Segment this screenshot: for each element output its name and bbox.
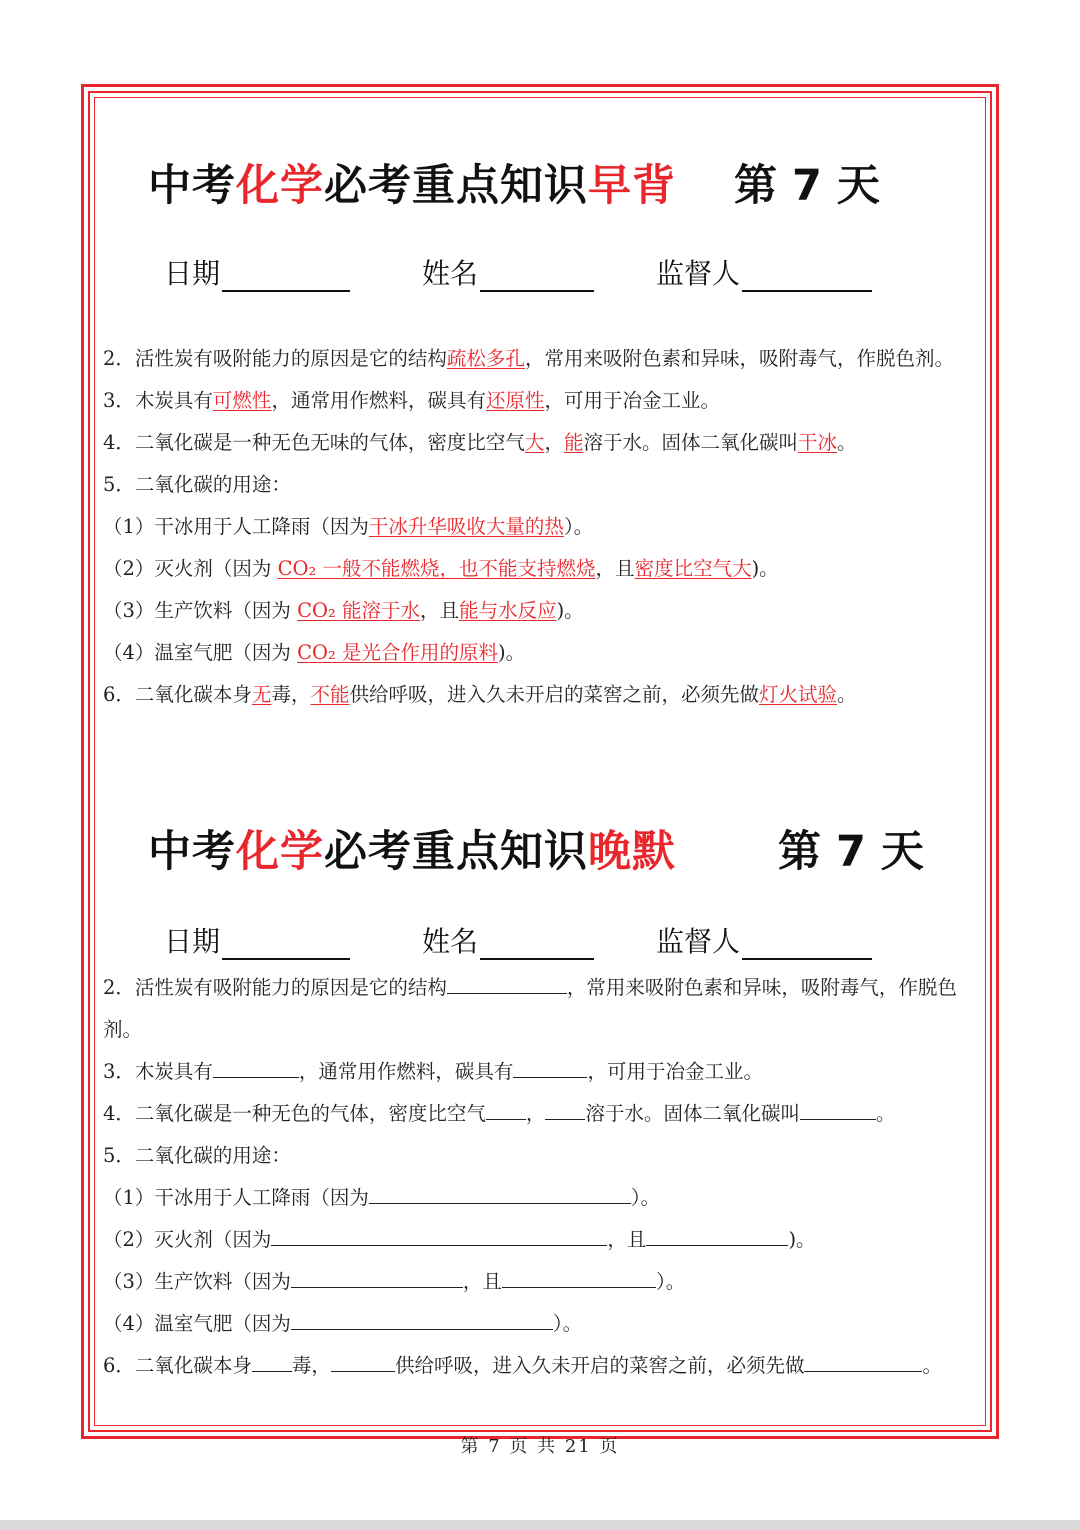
evening-title: 中考化学必考重点知识晚默: [148, 827, 676, 877]
m-q3: 3．木炭具有可燃性，通常用作燃料，碳具有还原性，可用于冶金工业。: [103, 389, 720, 412]
date-field[interactable]: 日期: [164, 252, 350, 292]
m-q4: 4．二氧化碳是一种无色无味的气体，密度比空气大，能溶于水。固体二氧化碳叫干冰。: [103, 431, 857, 454]
name-blank[interactable]: [480, 932, 594, 960]
blank[interactable]: [213, 1057, 299, 1078]
blank[interactable]: [502, 1267, 656, 1288]
blank[interactable]: [646, 1225, 788, 1246]
blank[interactable]: [447, 973, 567, 994]
blank[interactable]: [291, 1309, 553, 1330]
blank[interactable]: [800, 1099, 876, 1120]
name-field[interactable]: 姓名: [422, 252, 594, 292]
m-q2: 2．活性炭有吸附能力的原因是它的结构疏松多孔，常用来吸附色素和异味，吸附毒气，作脱色剂。: [103, 347, 954, 370]
bottom-bar: [0, 1520, 1080, 1530]
name-blank[interactable]: [480, 264, 594, 292]
m-u2: （2）灭火剂（因为 CO₂ 一般不能燃烧，也不能支持燃烧，且密度比空气大)。: [103, 557, 779, 580]
supervisor-field[interactable]: 监督人: [656, 920, 872, 960]
m-u1: （1）干冰用于人工降雨（因为干冰升华吸收大量的热）。: [103, 515, 594, 538]
m-u4: （4）温室气肥（因为 CO₂ 是光合作用的原料)。: [103, 641, 526, 664]
e-q4: 4．二氧化碳是一种无色的气体，密度比空气 ， 溶于水。固体二氧化碳叫 。: [103, 1093, 983, 1135]
e-q5: 5．二氧化碳的用途：: [103, 1144, 291, 1167]
blank[interactable]: [804, 1351, 922, 1372]
blank[interactable]: [252, 1351, 292, 1372]
supervisor-field[interactable]: 监督人: [656, 252, 872, 292]
e-q3: 3．木炭具有 ，通常用作燃料，碳具有 ，可用于冶金工业。: [103, 1051, 983, 1093]
e-u4: （4）温室气肥（因为 ）。: [103, 1303, 983, 1345]
e-u3: （3）生产饮料（因为 ，且 ）。: [103, 1261, 983, 1303]
blank[interactable]: [291, 1267, 463, 1288]
m-q6: 6．二氧化碳本身无毒，不能供给呼吸，进入久未开启的菜窖之前，必须先做灯火试验。: [103, 683, 857, 706]
supervisor-blank[interactable]: [742, 264, 872, 292]
date-field[interactable]: 日期: [164, 920, 350, 960]
morning-day: 第 7 天: [734, 161, 880, 211]
morning-title: 中考化学必考重点知识早背: [148, 161, 676, 211]
blank[interactable]: [369, 1183, 631, 1204]
m-q5: 5．二氧化碳的用途：: [103, 473, 291, 496]
blank[interactable]: [271, 1225, 607, 1246]
m-u3: （3）生产饮料（因为 CO₂ 能溶于水，且能与水反应)。: [103, 599, 584, 622]
page-footer: 第 7 页 共 21 页: [460, 1436, 620, 1457]
e-u1: （1）干冰用于人工降雨（因为 ）。: [103, 1177, 983, 1219]
name-field[interactable]: 姓名: [422, 920, 594, 960]
supervisor-blank[interactable]: [742, 932, 872, 960]
evening-day: 第 7 天: [778, 827, 924, 877]
date-blank[interactable]: [222, 932, 350, 960]
blank[interactable]: [331, 1351, 395, 1372]
e-u2: （2）灭火剂（因为 ，且 )。: [103, 1219, 983, 1261]
morning-body: [103, 338, 983, 716]
evening-body: [103, 967, 983, 1387]
date-blank[interactable]: [222, 264, 350, 292]
blank[interactable]: [545, 1099, 585, 1120]
blank[interactable]: [513, 1057, 587, 1078]
blank[interactable]: [486, 1099, 526, 1120]
e-q2: 2．活性炭有吸附能力的原因是它的结构 ，常用来吸附色素和异味，吸附毒气，作脱色剂。: [103, 967, 983, 1051]
e-q6: 6．二氧化碳本身 毒， 供给呼吸，进入久未开启的菜窖之前，必须先做 。: [103, 1345, 983, 1387]
